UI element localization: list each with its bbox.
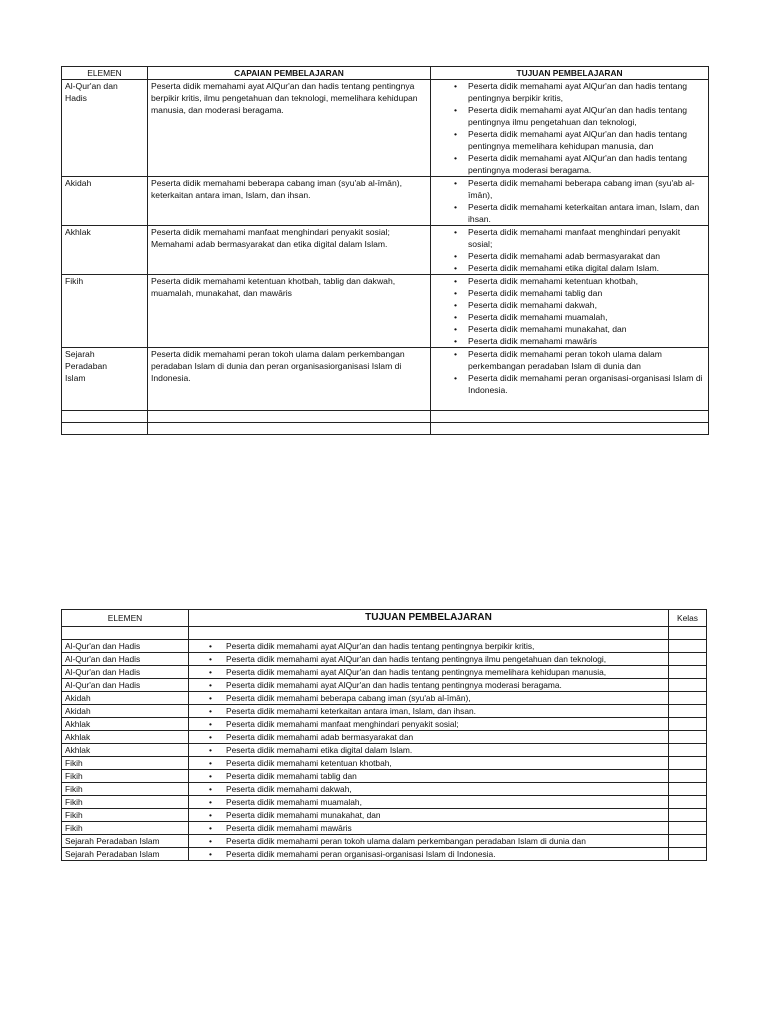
list-item: • Peserta didik memahami tablig dan <box>434 287 705 299</box>
tujuan-cell <box>189 679 669 692</box>
table-row <box>62 783 707 796</box>
list-item: • Peserta didik memahami manfaat menghindari penyakit sosial; <box>434 226 705 250</box>
kelas-cell <box>669 731 707 744</box>
tujuan-list <box>434 226 705 274</box>
tujuan-text: Peserta didik memahami muamalah, <box>226 797 362 807</box>
tujuan-text: Peserta didik memahami ayat AlQur'an dan hadis tentang pentingnya moderasi beragama. <box>226 680 562 690</box>
tujuan-list <box>434 348 705 396</box>
empty-cell <box>431 411 709 423</box>
tujuan-cell <box>431 177 709 226</box>
tujuan-cell <box>189 653 669 666</box>
tujuan-cell <box>189 731 669 744</box>
bullet: • <box>209 758 212 768</box>
tujuan-cell <box>189 796 669 809</box>
tujuan-cell <box>189 809 669 822</box>
empty-row <box>62 411 709 423</box>
table-row <box>62 705 707 718</box>
elemen-cell: Akhlak <box>62 744 189 757</box>
bullet: • <box>209 784 212 794</box>
empty-cell <box>431 423 709 435</box>
table-row <box>62 226 709 275</box>
kelas-cell <box>669 796 707 809</box>
tujuan-text: Peserta didik memahami ayat AlQur'an dan hadis tentang pentingnya berpikir kritis, <box>226 641 535 651</box>
bullet: • <box>209 745 212 755</box>
header-elemen: ELEMEN <box>62 67 148 80</box>
elemen-cell: Akhlak <box>62 718 189 731</box>
tujuan-text: Peserta didik memahami ketentuan khotbah, <box>226 758 392 768</box>
bullet: • <box>209 810 212 820</box>
bullet: • <box>209 667 212 677</box>
list-item: • Peserta didik memahami mawāris <box>434 335 705 347</box>
table-row <box>62 731 707 744</box>
capaian-cell: Peserta didik memahami peran tokoh ulama dalam perkembangan peradaban Islam di dunia dan peran organisasiorganisasi Islam di Indonesia. <box>148 348 431 411</box>
tujuan-cell <box>431 80 709 177</box>
tujuan-text: Peserta didik memahami mawāris <box>226 823 352 833</box>
empty-cell <box>189 627 669 640</box>
kelas-cell <box>669 770 707 783</box>
tujuan-cell <box>189 835 669 848</box>
kelas-cell <box>669 718 707 731</box>
empty-row <box>62 423 709 435</box>
elemen-cell: Fikih <box>62 770 189 783</box>
tujuan-text: Peserta didik memahami peran tokoh ulama dalam perkembangan peradaban Islam di dunia dan <box>226 836 586 846</box>
elemen-cell: Akidah <box>62 177 148 226</box>
list-item: • Peserta didik memahami dakwah, <box>434 299 705 311</box>
tujuan-text: Peserta didik memahami peran organisasi-organisasi Islam di Indonesia. <box>226 849 496 859</box>
list-item: • Peserta didik memahami ayat AlQur'an dan hadis tentang pentingnya berpikir kritis, <box>434 80 705 104</box>
tujuan-text: Peserta didik memahami ayat AlQur'an dan hadis tentang pentingnya ilmu pengetahuan dan teknologi, <box>226 654 607 664</box>
empty-row <box>62 627 707 640</box>
bullet: • <box>209 797 212 807</box>
table-row <box>62 275 709 348</box>
table-row <box>62 796 707 809</box>
list-item: • Peserta didik memahami ayat AlQur'an dan hadis tentang pentingnya moderasi beragama. <box>434 152 705 176</box>
elemen-cell: Al-Qur'an dan Hadis <box>62 666 189 679</box>
elemen-cell: Fikih <box>62 809 189 822</box>
tujuan-text: Peserta didik memahami manfaat menghindari penyakit sosial; <box>226 719 459 729</box>
elemen-cell: Akhlak <box>62 731 189 744</box>
table-row <box>62 177 709 226</box>
bullet: • <box>209 641 212 651</box>
kelas-cell <box>669 848 707 861</box>
elemen-cell: Sejarah Peradaban Islam <box>62 848 189 861</box>
elemen-cell: Al-Qur'an dan Hadis <box>62 653 189 666</box>
table-row <box>62 770 707 783</box>
elemen-cell: Fikih <box>62 757 189 770</box>
kelas-cell <box>669 783 707 796</box>
elemen-cell <box>62 348 148 411</box>
table-row <box>62 835 707 848</box>
tujuan-cell <box>189 692 669 705</box>
empty-cell <box>669 627 707 640</box>
kelas-cell <box>669 640 707 653</box>
empty-cell <box>62 627 189 640</box>
bullet: • <box>209 732 212 742</box>
capaian-cell: Peserta didik memahami ketentuan khotbah, tablig dan dakwah, muamalah, munakahat, dan mawāris <box>148 275 431 348</box>
tujuan-text: Peserta didik memahami ayat AlQur'an dan hadis tentang pentingnya memelihara kehidupan manusia, <box>226 667 607 677</box>
elemen-cell: Akidah <box>62 705 189 718</box>
elemen-cell: Sejarah Peradaban Islam <box>62 835 189 848</box>
elemen-cell: Fikih <box>62 822 189 835</box>
table-row <box>62 744 707 757</box>
list-item: • Peserta didik memahami ketentuan khotbah, <box>434 275 705 287</box>
tujuan-cell <box>189 848 669 861</box>
kelas-cell <box>669 757 707 770</box>
empty-cell <box>62 423 148 435</box>
tujuan-cell <box>189 705 669 718</box>
list-item: • Peserta didik memahami adab bermasyarakat dan <box>434 250 705 262</box>
list-item: • Peserta didik memahami peran organisasi-organisasi Islam di Indonesia. <box>434 372 705 396</box>
tujuan-text: Peserta didik memahami munakahat, dan <box>226 810 381 820</box>
tujuan-cell <box>431 275 709 348</box>
list-item: • Peserta didik memahami muamalah, <box>434 311 705 323</box>
empty-cell <box>62 411 148 423</box>
tujuan-pembelajaran-table <box>61 609 707 861</box>
list-item: • Peserta didik memahami peran tokoh ulama dalam perkembangan peradaban Islam di dunia dan <box>434 348 705 372</box>
tujuan-cell <box>189 718 669 731</box>
tujuan-cell <box>431 226 709 275</box>
bullet: • <box>209 771 212 781</box>
capaian-cell: Peserta didik memahami ayat AlQur'an dan hadis tentang pentingnya berpikir kritis, ilmu pengetahuan dan teknologi, memelihara kehidupan manusia, dan moderasi beragama. <box>148 80 431 177</box>
table-row <box>62 80 709 177</box>
table-row <box>62 848 707 861</box>
table-row <box>62 692 707 705</box>
bullet: • <box>209 706 212 716</box>
tujuan-list <box>434 80 705 176</box>
tujuan-list <box>434 275 705 347</box>
tujuan-cell <box>189 783 669 796</box>
tujuan-cell <box>189 757 669 770</box>
bullet: • <box>209 680 212 690</box>
kelas-cell <box>669 679 707 692</box>
tujuan-cell <box>189 822 669 835</box>
empty-cell <box>148 411 431 423</box>
kelas-cell <box>669 692 707 705</box>
bullet: • <box>209 719 212 729</box>
header-elemen: ELEMEN <box>62 610 189 627</box>
empty-cell <box>148 423 431 435</box>
list-item: • Peserta didik memahami munakahat, dan <box>434 323 705 335</box>
list-item: • Peserta didik memahami ayat AlQur'an dan hadis tentang pentingnya memelihara kehidupan manusia, dan <box>434 128 705 152</box>
bullet: • <box>209 823 212 833</box>
elemen-label: Sejarah Peradaban Islam <box>65 349 108 383</box>
table-row <box>62 666 707 679</box>
tujuan-list <box>434 177 705 225</box>
elemen-cell: Akhlak <box>62 226 148 275</box>
header-tujuan-pembelajaran: TUJUAN PEMBELAJARAN <box>431 67 709 80</box>
kelas-cell <box>669 666 707 679</box>
header-tujuan-pembelajaran: TUJUAN PEMBELAJARAN <box>189 610 669 627</box>
kelas-cell <box>669 809 707 822</box>
elemen-cell: Fikih <box>62 783 189 796</box>
tujuan-cell <box>189 770 669 783</box>
elemen-cell: Al-Qur'an dan Hadis <box>62 679 189 692</box>
tujuan-cell <box>431 348 709 411</box>
elemen-cell: Al-Qur'an dan Hadis <box>62 640 189 653</box>
bullet: • <box>209 836 212 846</box>
elemen-cell <box>62 80 148 177</box>
tujuan-text: Peserta didik memahami adab bermasyarakat dan <box>226 732 414 742</box>
table-row <box>62 822 707 835</box>
elemen-cell: Akidah <box>62 692 189 705</box>
kelas-cell <box>669 744 707 757</box>
tujuan-cell <box>189 744 669 757</box>
list-item: • Peserta didik memahami etika digital dalam Islam. <box>434 262 705 274</box>
list-item: • Peserta didik memahami beberapa cabang iman (syu'ab al-īmān), <box>434 177 705 201</box>
table-row <box>62 809 707 822</box>
table-row <box>62 718 707 731</box>
table-row <box>62 348 709 411</box>
capaian-pembelajaran-table <box>61 66 709 435</box>
bullet: • <box>209 849 212 859</box>
header-kelas: Kelas <box>669 610 707 627</box>
list-item: • Peserta didik memahami keterkaitan antara iman, Islam, dan ihsan. <box>434 201 705 225</box>
table-row <box>62 679 707 692</box>
tujuan-text: Peserta didik memahami etika digital dalam Islam. <box>226 745 413 755</box>
table-row <box>62 757 707 770</box>
header-capaian-pembelajaran: CAPAIAN PEMBELAJARAN <box>148 67 431 80</box>
tujuan-text: Peserta didik memahami dakwah, <box>226 784 352 794</box>
elemen-cell: Fikih <box>62 275 148 348</box>
kelas-cell <box>669 835 707 848</box>
capaian-cell: Peserta didik memahami beberapa cabang iman (syu'ab al-īmān), keterkaitan antara iman, Islam, dan ihsan. <box>148 177 431 226</box>
kelas-cell <box>669 822 707 835</box>
tujuan-text: Peserta didik memahami tablig dan <box>226 771 357 781</box>
tujuan-text: Peserta didik memahami keterkaitan antara iman, Islam, dan ihsan. <box>226 706 476 716</box>
elemen-cell: Fikih <box>62 796 189 809</box>
table-row <box>62 640 707 653</box>
table-row <box>62 653 707 666</box>
kelas-cell <box>669 705 707 718</box>
tujuan-cell <box>189 666 669 679</box>
bullet: • <box>209 654 212 664</box>
tujuan-cell <box>189 640 669 653</box>
table-header-row <box>62 610 707 627</box>
capaian-cell: Peserta didik memahami manfaat menghindari penyakit sosial; Memahami adab bermasyarakat dan etika digital dalam Islam. <box>148 226 431 275</box>
bullet: • <box>209 693 212 703</box>
tujuan-text: Peserta didik memahami beberapa cabang iman (syu'ab al-īmān), <box>226 693 471 703</box>
kelas-cell <box>669 653 707 666</box>
list-item: • Peserta didik memahami ayat AlQur'an dan hadis tentang pentingnya ilmu pengetahuan dan teknologi, <box>434 104 705 128</box>
table-header-row <box>62 67 709 80</box>
elemen-label: Al-Qur'an dan Hadis <box>65 81 118 103</box>
